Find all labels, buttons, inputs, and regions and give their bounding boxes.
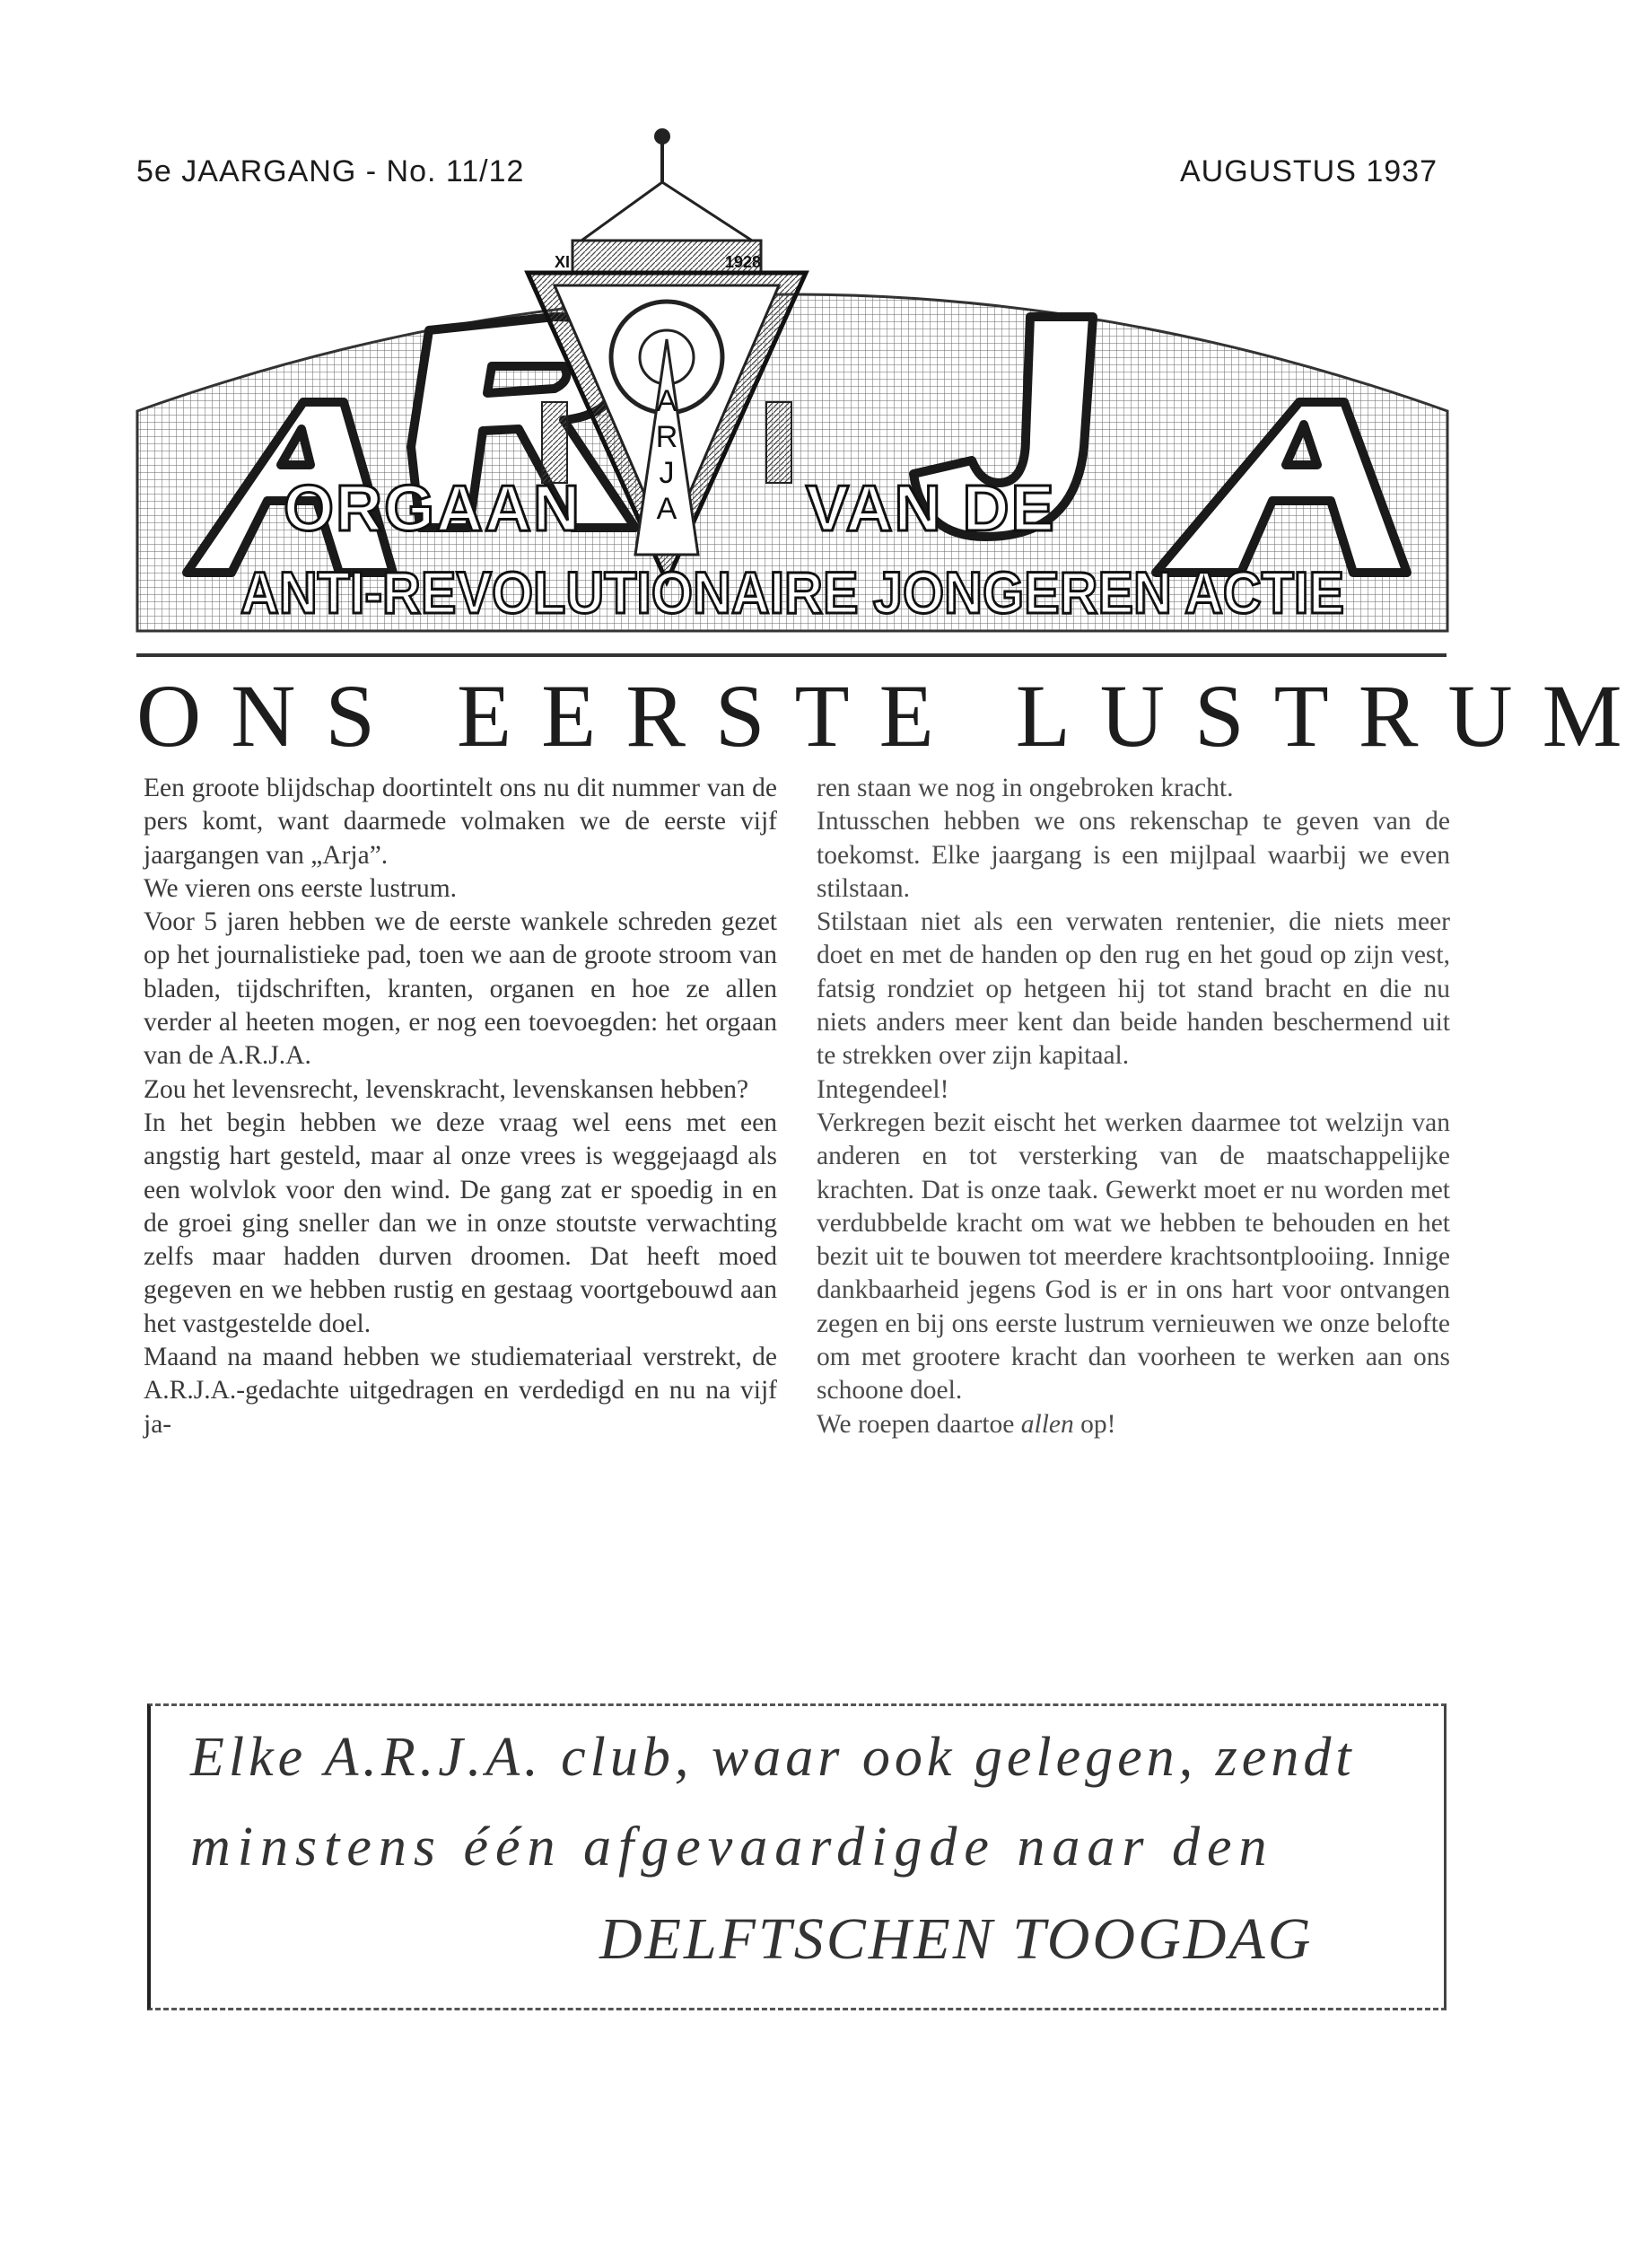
article-headline: ONS EERSTE LUSTRUM [136, 666, 1652, 766]
closing-emphasis: allen [1020, 1409, 1074, 1439]
paragraph: We vieren ons eerste lustrum. [144, 873, 458, 903]
article-column-left [144, 772, 777, 1441]
paragraph: Voor 5 jaren hebben we de eerste wankele schreden gezet op het journalistieke pad, toen we aan de groote stroom van bladen, tijdschriften, kranten, organen en hoe ze allen verder al heeten mogen, er nog een toevoegden: het orgaan van de A.R.J.A. [144, 907, 777, 1071]
article-column-right [817, 772, 1450, 1441]
svg-text:XI: XI [555, 253, 571, 271]
svg-text:R: R [655, 420, 678, 454]
svg-text:J: J [659, 456, 675, 490]
paragraph: Intusschen hebben we ons rekenschap te geven van de toekomst. Elke jaargang is een mijlpaal waarbij we even stilstaan. [817, 807, 1450, 903]
headline-rule [136, 653, 1447, 657]
paragraph: Zou het levensrecht, levenskracht, levenskansen hebben? [144, 1074, 749, 1104]
paragraph: Een groote blijdschap doortintelt ons nu dit nummer van de pers komt, want daarmede volmaken we de eerste vijf jaargangen van „Arja”. [144, 774, 777, 870]
svg-text:A: A [656, 492, 677, 526]
svg-text:A: A [656, 384, 677, 418]
subtitle-left: ORGAAN [284, 473, 581, 545]
toogdag-notice-box [147, 1703, 1447, 2010]
notice-line-3: DELFTSCHEN TOOGDAG [599, 1906, 1314, 1972]
paragraph: In het begin hebben we deze vraag wel eens met een angstig hart gesteld, maar al onze vrees is weggejaagd als een wolvlok voor den wind. De gang zat er spoedig in en de groei ging sneller dan we in onze stoutste verwachting zelfs maar hadden durven droomen. Dat heeft moed gegeven en we hebben rustig en gestaag voortgebouwd aan het vastgestelde doel. [144, 1108, 777, 1338]
volume-number: 5e JAARGANG - No. 11/12 [136, 154, 525, 188]
paragraph: Integendeel! [817, 1074, 949, 1104]
paragraph: Verkregen bezit eischt het werken daarmee tot welzijn van anderen en tot versterking van de maatschappelijke krachten. Dat is onze taak. Gewerkt moet er nu worden met verdubbelde kracht om wat we hebben te behouden en het bezit uit te bouwen tot meerdere krachtsontplooiing. Innige dankbaarheid jegens God is er in ons hart voor ontvangen zegen en bij ons eerste lustrum vernieuwen we onze belofte om met grootere kracht dan voorheen te werken aan ons schoone doel. [817, 1108, 1450, 1405]
paragraph: ren staan we nog in ongebroken kracht. [817, 774, 1234, 802]
closing-line: We roepen daartoe allen op! [817, 1409, 1116, 1439]
issue-date: AUGUSTUS 1937 [1180, 154, 1438, 188]
notice-line-2: minstens één afgevaardigde naar den [190, 1817, 1274, 1878]
paragraph: Stilstaan niet als een verwaten rentenier, die niets meer doet en met de handen op den rug en het goud op zijn vest, fatsig rondziet op hetgeen hij tot stand bracht en die nu niets anders meer kent dan beide handen beschermend uit te strekken over zijn kapitaal. [817, 907, 1450, 1071]
subtitle-bottom: ANTI-REVOLUTIONAIRE JONGEREN ACTIE [240, 559, 1344, 626]
notice-line-1: Elke A.R.J.A. club, waar ook gelegen, zendt [190, 1727, 1356, 1788]
svg-text:1928: 1928 [725, 253, 762, 271]
paragraph: Maand na maand hebben we studiemateriaal verstrekt, de A.R.J.A.-gedachte uitgedragen en verdedigd en nu na vijf ja- [144, 1343, 777, 1439]
subtitle-right: VAN DE [806, 473, 1056, 545]
masthead-logo [133, 106, 1452, 635]
